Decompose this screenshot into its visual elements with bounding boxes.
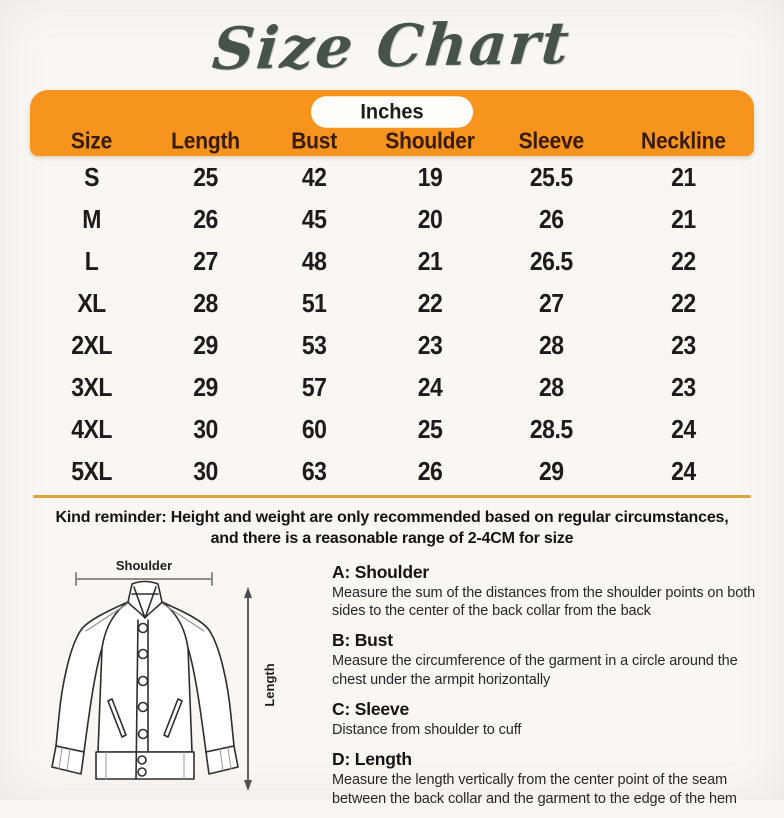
table-body [30, 156, 754, 492]
table-cell: 29 [538, 455, 564, 485]
column-header: Bust [291, 128, 338, 154]
table-cell: 24 [417, 371, 443, 401]
table-cell: 26 [538, 203, 564, 233]
definition-block [332, 630, 764, 690]
table-cell: 24 [671, 455, 696, 485]
table-row [30, 198, 754, 240]
definition-block [332, 562, 764, 622]
table-cell: 53 [301, 329, 327, 359]
definitions [300, 554, 784, 818]
table-cell: 2XL [71, 329, 112, 359]
table-cell: 42 [301, 161, 327, 191]
definition-term: A: Shoulder [332, 561, 429, 582]
table-cell: XL [77, 287, 106, 317]
table-cell: 21 [671, 203, 696, 233]
column-header: Neckline [640, 128, 726, 154]
table-cell: 26.5 [529, 245, 573, 275]
shoulder-label: Shoulder [115, 557, 173, 573]
length-dimension-line [244, 587, 252, 791]
unit-badge: Inches [311, 96, 473, 128]
gold-divider [33, 495, 751, 498]
table-cell: 28 [193, 287, 218, 317]
size-table [30, 90, 754, 492]
table-row [30, 156, 754, 198]
definition-description: Measure the circumference of the garment in a circle around the chest under the armpit horizontally [332, 653, 738, 689]
table-cell: 26 [417, 455, 443, 485]
page-title: Size Chart [210, 8, 574, 84]
table-cell: 51 [301, 287, 327, 317]
table-cell: 30 [193, 455, 218, 485]
table-row [30, 324, 754, 366]
definition-term: C: Sleeve [332, 698, 409, 719]
jacket-line-drawing [48, 554, 288, 798]
column-header: Sleeve [518, 128, 584, 154]
table-cell: 24 [671, 413, 696, 443]
table-cell: 3XL [71, 371, 112, 401]
table-cell: 21 [671, 161, 696, 191]
table-cell: 5XL [71, 455, 112, 485]
table-cell: 28 [538, 371, 564, 401]
table-cell: 27 [538, 287, 564, 317]
definition-description: Measure the sum of the distances from the shoulder points on both sides to the center of the back collar from the back [332, 584, 756, 620]
table-cell: 48 [301, 245, 327, 275]
table-row [30, 366, 754, 408]
column-header: Shoulder [385, 128, 475, 154]
table-cell: M [82, 203, 101, 233]
table-cell: 22 [671, 245, 696, 275]
title-area [0, 0, 784, 90]
table-cell: 28.5 [529, 413, 573, 443]
table-header-banner [30, 90, 754, 156]
table-cell: 30 [193, 413, 218, 443]
table-cell: 26 [193, 203, 218, 233]
table-cell: 4XL [71, 413, 112, 443]
table-cell: 25 [417, 413, 443, 443]
kind-reminder-text: Kind reminder: Height and weight are only recommended based on regular circumstances, and there is a reasonable range of 2-4CM for size [55, 509, 729, 547]
table-row [30, 408, 754, 450]
table-cell: 29 [193, 329, 218, 359]
table-cell: 29 [193, 371, 218, 401]
measurement-guide [0, 554, 784, 818]
length-label: Length [262, 662, 277, 707]
table-cell: 23 [417, 329, 443, 359]
table-cell: 19 [417, 161, 443, 191]
table-row [30, 450, 754, 492]
table-cell: 20 [417, 203, 443, 233]
definition-term: D: Length [332, 748, 412, 769]
definition-description: Distance from shoulder to cuff [332, 721, 522, 738]
table-header-row [30, 128, 754, 155]
table-cell: 22 [671, 287, 696, 317]
column-header: Length [171, 128, 240, 154]
table-cell: 25 [193, 161, 218, 191]
table-cell: L [84, 245, 99, 275]
table-cell: 60 [301, 413, 327, 443]
table-row [30, 282, 754, 324]
table-cell: 57 [301, 371, 327, 401]
column-header: Size [70, 128, 113, 154]
table-cell: 25.5 [529, 161, 573, 191]
definition-description: Measure the length vertically from the center point of the seam between the back collar and the garment to the edge of the hem [332, 771, 737, 807]
definition-block [332, 699, 764, 740]
table-cell: 23 [671, 329, 696, 359]
table-cell: S [84, 161, 99, 191]
table-cell: 21 [417, 245, 443, 275]
table-cell: 45 [301, 203, 327, 233]
table-cell: 28 [538, 329, 564, 359]
table-row [30, 240, 754, 282]
table-cell: 27 [193, 245, 218, 275]
definition-term: B: Bust [332, 630, 393, 651]
table-cell: 63 [301, 455, 327, 485]
table-cell: 22 [417, 287, 443, 317]
table-cell: 23 [671, 371, 696, 401]
jacket-diagram [0, 554, 300, 818]
